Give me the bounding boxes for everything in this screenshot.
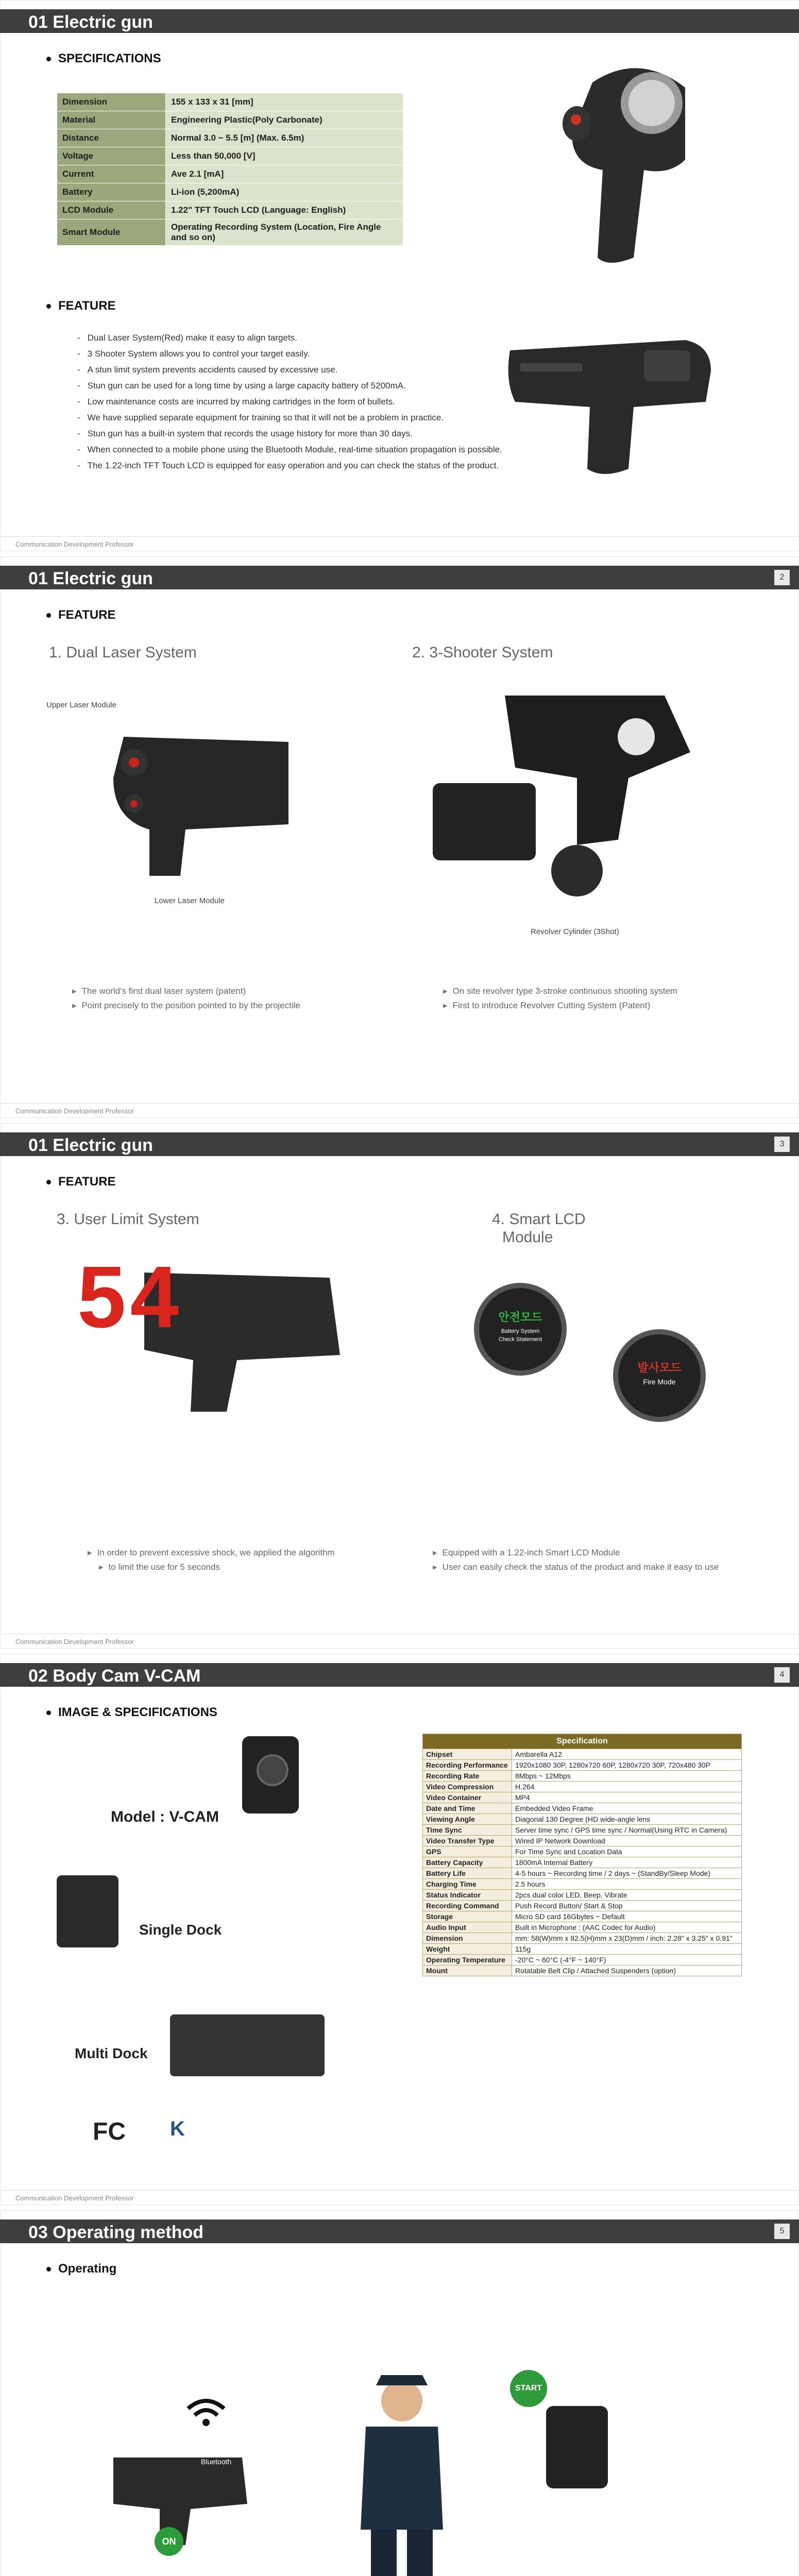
vcam-spec-value: 4-5 hours ~ Recording time / 2 days ~ (StandBy/Sleep Mode) (512, 1868, 742, 1879)
vcam-spec-value: 1800mA Internal Battery (512, 1857, 742, 1868)
slide-4-body (0, 1654, 799, 2205)
slide-3-body (0, 1123, 799, 1649)
vcam-spec-value: 1920x1080 30P, 1280x720 60P, 1280x720 30P, 720x480 30P (512, 1760, 742, 1771)
slide-5 (0, 2210, 799, 2576)
shooter-bullets (443, 984, 677, 1013)
lcd-fire-title: 발사모드 (637, 1361, 682, 1374)
limit-counter: 54 (77, 1248, 183, 1346)
vcam-spec-row (423, 1782, 742, 1792)
slide-header (0, 566, 799, 589)
vcam-spec-table (422, 1734, 742, 1976)
spec-key: Battery (57, 183, 166, 201)
model-label: Model : V-CAM (111, 1808, 219, 1825)
vcam-spec-key: Time Sync (423, 1825, 512, 1836)
wifi-icon (185, 2396, 227, 2427)
vcam-spec-key: Chipset (423, 1749, 512, 1760)
vcam-spec-value: Push Record Button/ Start & Stop (512, 1901, 742, 1911)
footer-text: Communication Development Professor (15, 2194, 134, 2202)
spec-row (57, 219, 403, 246)
vcam-spec-row (423, 1825, 742, 1836)
vcam-spec-value: MP4 (512, 1792, 742, 1803)
slide-title: 01 Electric gun (28, 12, 153, 32)
footer-text: Communication Development Professor (15, 1107, 134, 1115)
bullet-item: ▸ The world's first dual laser system (patent) (72, 984, 300, 998)
vcam-spec-key: Date and Time (423, 1803, 512, 1814)
vcam-spec-value: Ambarella A12 (512, 1749, 742, 1760)
laser-bullets (72, 984, 300, 1013)
vcam-spec-row (423, 1933, 742, 1944)
start-badge: START (510, 2370, 547, 2407)
page-number: 3 (774, 1137, 790, 1152)
vcam-spec-key: Video Container (423, 1792, 512, 1803)
bullet-item: ▸ Point precisely to the position pointed to by the projectile (72, 998, 300, 1013)
bullet-icon (46, 613, 51, 618)
feature-subtitle: 2. 3-Shooter System (412, 644, 553, 661)
slide-header (0, 9, 799, 33)
slide-title: 03 Operating method (28, 2223, 204, 2242)
spec-value: Li-ion (5,200mA) (166, 183, 403, 201)
feature-subtitle: 3. User Limit System (57, 1211, 199, 1228)
limit-bullets (88, 1546, 335, 1574)
vcam-spec-value: Server time sync / GPS time sync / Normal(Using RTC in Camera) (512, 1825, 742, 1836)
section-heading-text: IMAGE & SPECIFICATIONS (58, 1705, 217, 1719)
stun-gun-image-side (500, 314, 721, 489)
bullet-item: ▸ In order to prevent excessive shock, we applied the algorithm (88, 1546, 335, 1560)
vcam-spec-value: 2pcs dual color LED, Beep, Vibrate (512, 1890, 742, 1901)
bullet-item: ▸ User can easily check the status of the product and make it easy to use (433, 1560, 719, 1574)
vcam-spec-value: Built in Microphone : (AAC Codec for Audio) (512, 1922, 742, 1933)
single-dock-label: Single Dock (139, 1922, 222, 1938)
vcam-spec-row (423, 1868, 742, 1879)
slide-4 (0, 1654, 799, 2210)
spec-key: Dimension (57, 93, 166, 111)
fc-logo: FC (93, 2118, 126, 2145)
spec-value: Ave 2.1 [mA] (166, 165, 403, 183)
lcd-bullets (433, 1546, 719, 1574)
vcam-spec-key: Video Transfer Type (423, 1836, 512, 1846)
vcam-spec-row (423, 1890, 742, 1901)
bodycam-image (546, 2406, 608, 2488)
upper-laser-label: Upper Laser Module (46, 701, 116, 709)
vcam-spec-key: Audio Input (423, 1922, 512, 1933)
spec-key: Material (57, 111, 166, 129)
slide-header (0, 1132, 799, 1156)
vcam-spec-value: 115g (512, 1944, 742, 1955)
feature-item: - Low maintenance costs are incurred by making cartridges in the form of bullets. (77, 394, 502, 410)
section-heading-text: Operating (58, 2262, 117, 2276)
spec-row (57, 183, 403, 201)
feature-item: - A stun limit system prevents accidents caused by excessive use. (77, 362, 502, 378)
bullet-icon (46, 304, 51, 309)
vcam-spec-row (423, 1901, 742, 1911)
bullet-item: ▸ to limit the use for 5 seconds (88, 1560, 335, 1574)
spec-row (57, 201, 403, 219)
police-officer-image (335, 2365, 469, 2576)
slide-5-body (0, 2210, 799, 2576)
slide-1-body (0, 0, 799, 551)
spec-key: Current (57, 165, 166, 183)
footer-line (0, 2190, 799, 2191)
vcam-spec-row (423, 1760, 742, 1771)
vcam-spec-key: Status Indicator (423, 1890, 512, 1901)
bluetooth-label: Bluetooth (201, 2458, 232, 2466)
vcam-spec-key: Video Compression (423, 1782, 512, 1792)
vcam-spec-key: Operating Temperature (423, 1955, 512, 1965)
slide-header (0, 2219, 799, 2243)
section-heading-text: FEATURE (58, 608, 116, 622)
feature-item: - 3 Shooter System allows you to control your target easily. (77, 346, 502, 362)
multi-dock-label: Multi Dock (75, 2045, 148, 2061)
spec-row (57, 111, 403, 129)
spec-row (57, 93, 403, 111)
vcam-spec-key: Mount (423, 1965, 512, 1976)
footer-text: Communication Development Professor (15, 540, 134, 548)
vcam-spec-key: Battery Capacity (423, 1857, 512, 1868)
lcd-safety-screen (474, 1283, 567, 1376)
vcam-spec-row (423, 1857, 742, 1868)
vcam-spec-value: Embedded Video Frame (512, 1803, 742, 1814)
section-heading-text: FEATURE (58, 1175, 116, 1189)
vcam-spec-row (423, 1771, 742, 1782)
feature-subtitle: 4. Smart LCD (492, 1211, 586, 1228)
vcam-camera-image (242, 1736, 299, 1814)
feature-item: - We have supplied separate equipment for training so that it will not be a problem in practice. (77, 410, 502, 426)
spec-key: Smart Module (57, 219, 166, 246)
vcam-spec-row (423, 1792, 742, 1803)
vcam-spec-value: 8Mbps ~ 12Mbps (512, 1771, 742, 1782)
lower-laser-label: Lower Laser Module (155, 896, 225, 905)
shooter-system-image (422, 690, 711, 912)
section-heading (46, 2262, 116, 2276)
lcd-fire-sub: Fire Mode (643, 1378, 676, 1386)
vcam-spec-key: Battery Life (423, 1868, 512, 1879)
spec-table (57, 93, 403, 246)
vcam-spec-value: 2.5 hours (512, 1879, 742, 1890)
feature-subtitle-2: Module (502, 1229, 553, 1246)
lcd-safety-line2: Check Statement (498, 1336, 542, 1343)
vcam-spec-row (423, 1803, 742, 1814)
feature-item: - Dual Laser System(Red) make it easy to align targets. (77, 330, 502, 346)
vcam-spec-key: Charging Time (423, 1879, 512, 1890)
bullet-item: ▸ On site revolver type 3-stroke continuous shooting system (443, 984, 677, 998)
vcam-spec-key: Recording Performance (423, 1760, 512, 1771)
bullet-item: ▸ Equipped with a 1.22-inch Smart LCD Module (433, 1546, 719, 1560)
spec-value: 1.22" TFT Touch LCD (Language: English) (166, 201, 403, 219)
slide-title: 01 Electric gun (28, 569, 153, 588)
slide-2 (0, 556, 799, 1123)
footer-line (0, 1103, 799, 1104)
vcam-spec-value: H.264 (512, 1782, 742, 1792)
spec-value: 155 x 133 x 31 [mm] (166, 93, 403, 111)
vcam-spec-key: GPS (423, 1846, 512, 1857)
bullet-icon (46, 57, 51, 61)
bullet-icon (46, 2267, 51, 2272)
vcam-spec-value: -20°C ~ 60°C (-4°F ~ 140°F) (512, 1955, 742, 1965)
vcam-spec-value: Diagonal 130 Degree (HD wide-angle lens (512, 1814, 742, 1825)
vcam-spec-key: Dimension (423, 1933, 512, 1944)
bullet-icon (46, 1710, 51, 1715)
spec-key: Distance (57, 129, 166, 147)
vcam-spec-row (423, 1846, 742, 1857)
feature-item: - When connected to a mobile phone using the Bluetooth Module, real-time situation propagation is possible. (77, 442, 502, 457)
vcam-spec-value: Rotatable Belt Clip / Attached Suspenders (option) (512, 1965, 742, 1976)
spec-value: Operating Recording System (Location, Fire Angle and so on) (166, 219, 403, 246)
spec-key: Voltage (57, 147, 166, 165)
page-number: 4 (774, 1667, 790, 1683)
section-heading (46, 299, 116, 313)
vcam-spec-key: Storage (423, 1911, 512, 1922)
vcam-spec-key: Recording Rate (423, 1771, 512, 1782)
slide-title: 02 Body Cam V-CAM (28, 1666, 201, 1686)
slide-1 (0, 0, 799, 556)
spec-key: LCD Module (57, 201, 166, 219)
vcam-spec-row (423, 1922, 742, 1933)
vcam-spec-row (423, 1944, 742, 1955)
vcam-spec-key: Viewing Angle (423, 1814, 512, 1825)
spec-value: Normal 3.0 ~ 5.5 [m] (Max. 6.5m) (166, 129, 403, 147)
camera-lens-icon (257, 1754, 288, 1786)
page-number: 2 (774, 570, 790, 585)
vcam-spec-row (423, 1814, 742, 1825)
vcam-spec-key: Recording Command (423, 1901, 512, 1911)
vcam-spec-value: mm: 58(W)mm x 82.5(H)mm x 23(D)mm / inch: 2.28" x 3.25" x 0.91" (512, 1933, 742, 1944)
spec-value: Engineering Plastic(Poly Carbonate) (166, 111, 403, 129)
feature-item: - Stun gun has a built-in system that records the usage history for more than 30 days. (77, 426, 502, 442)
on-badge: ON (155, 2527, 183, 2556)
revolver-label: Revolver Cylinder (3Shot) (531, 927, 619, 936)
stun-gun-bluetooth-image (103, 2437, 268, 2550)
vcam-spec-value: Micro SD card 16Gbytes ~ Default (512, 1911, 742, 1922)
feature-list (77, 330, 502, 473)
footer-line (0, 536, 799, 537)
spec-row (57, 129, 403, 147)
slide-title: 01 Electric gun (28, 1136, 153, 1155)
slide-header (0, 1663, 799, 1687)
footer-text: Communication Development Professor (15, 1638, 134, 1646)
vcam-spec-key: Weight (423, 1944, 512, 1955)
vcam-spec-row (423, 1836, 742, 1846)
section-heading (46, 608, 116, 622)
feature-subtitle: 1. Dual Laser System (49, 644, 197, 661)
section-heading (46, 1175, 116, 1189)
kc-logo: K (170, 2117, 185, 2140)
vcam-spec-value: For Time Sync and Location Data (512, 1846, 742, 1857)
section-heading (46, 52, 161, 66)
multi-dock-image (170, 2014, 325, 2076)
dual-laser-gun-image (93, 726, 309, 881)
feature-item: - Stun gun can be used for a long time by using a large capacity battery of 5200mA. (77, 378, 502, 394)
vcam-spec-row (423, 1749, 742, 1760)
lcd-safety-title: 안전모드 (498, 1311, 542, 1324)
spec-row (57, 165, 403, 183)
spec-table-header: Specification (423, 1734, 742, 1749)
slide-2-body (0, 556, 799, 1118)
feature-item: - The 1.22-inch TFT Touch LCD is equipped for easy operation and you can check the status of the product. (77, 457, 502, 473)
single-dock-image (57, 1875, 118, 1947)
spec-value: Less than 50,000 [V] (166, 147, 403, 165)
section-heading-text: SPECIFICATIONS (58, 52, 161, 65)
bullet-item: ▸ First to introduce Revolver Cutting System (Patent) (443, 998, 677, 1013)
lcd-fire-screen (613, 1329, 706, 1422)
slide-3 (0, 1123, 799, 1654)
vcam-spec-row (423, 1955, 742, 1965)
vcam-spec-row (423, 1911, 742, 1922)
vcam-spec-value: Wired IP Network Download (512, 1836, 742, 1846)
section-heading-text: FEATURE (58, 299, 116, 313)
page-number: 5 (774, 2224, 790, 2239)
stun-gun-image-front (515, 52, 721, 273)
section-heading (46, 1705, 217, 1720)
vcam-spec-row (423, 1879, 742, 1890)
vcam-spec-row (423, 1965, 742, 1976)
lcd-safety-line1: Battery System (501, 1328, 540, 1334)
bullet-icon (46, 1180, 51, 1184)
spec-row (57, 147, 403, 165)
